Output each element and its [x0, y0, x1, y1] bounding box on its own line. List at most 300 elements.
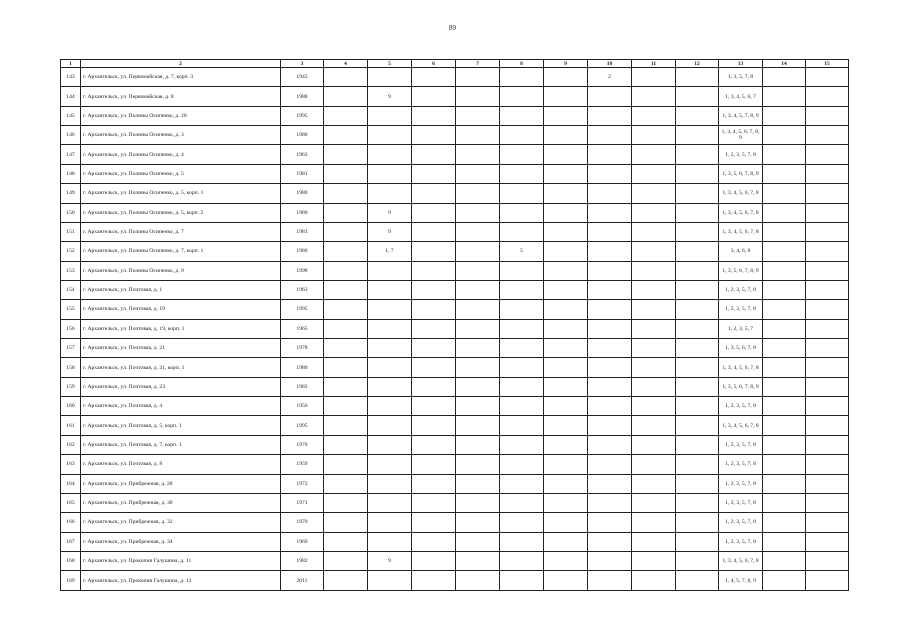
row-number-cell: 144: [61, 87, 81, 106]
address-cell: г. Архангельск, ул. Полины Осипенко, д. 7: [81, 222, 281, 241]
col14-cell: [763, 377, 806, 396]
table-row: [61, 397, 849, 416]
col4-cell: [324, 126, 368, 145]
col12-cell: [676, 377, 719, 396]
col15-cell: [806, 242, 849, 261]
col4-cell: [324, 493, 368, 512]
row-number-cell: 167: [61, 532, 81, 551]
col8-cell: [500, 68, 544, 87]
col7-cell: [456, 397, 500, 416]
col5-cell: [368, 358, 412, 377]
col9-cell: [544, 145, 588, 164]
col8-cell: [500, 222, 544, 241]
col7-cell: [456, 261, 500, 280]
col9-cell: [544, 532, 588, 551]
table-row: [61, 474, 849, 493]
col4-cell: [324, 164, 368, 183]
col11-cell: [632, 300, 676, 319]
address-cell: г. Архангельск, ул. Полины Осипенко, д. 20: [81, 106, 281, 125]
address-cell: г. Архангельск, ул. Полины Осипенко, д. 7, корп. 1: [81, 242, 281, 261]
col4-cell: [324, 222, 368, 241]
address-cell: г. Архангельск, ул. Прокопия Галушина, д. 12: [81, 571, 281, 590]
col10-cell: [588, 571, 632, 590]
col9-cell: [544, 261, 588, 280]
col11-cell: [632, 551, 676, 570]
col15-cell: [806, 203, 849, 222]
col5-cell: [368, 493, 412, 512]
column-header: 12: [676, 60, 719, 68]
col11-cell: [632, 532, 676, 551]
col11-cell: [632, 184, 676, 203]
col5-cell: [368, 106, 412, 125]
col10-cell: [588, 184, 632, 203]
table-row: [61, 184, 849, 203]
col7-cell: [456, 145, 500, 164]
col12-cell: [676, 145, 719, 164]
year-cell: 1970: [281, 513, 324, 532]
col15-cell: [806, 551, 849, 570]
year-cell: 1963: [281, 280, 324, 299]
table-row: [61, 145, 849, 164]
column-header: 7: [456, 60, 500, 68]
col7-cell: [456, 455, 500, 474]
col8-cell: [500, 571, 544, 590]
col4-cell: [324, 261, 368, 280]
col6-cell: [412, 397, 456, 416]
col14-cell: [763, 474, 806, 493]
housing-register-table: [60, 59, 849, 591]
col14-cell: [763, 397, 806, 416]
address-cell: г. Архангельск, ул. Полины Осипенко, д. 5, корп. 1: [81, 184, 281, 203]
col6-cell: [412, 106, 456, 125]
col5-cell: [368, 377, 412, 396]
col5-cell: [368, 280, 412, 299]
col5-cell: 9: [368, 551, 412, 570]
col9-cell: [544, 126, 588, 145]
col5-cell: [368, 339, 412, 358]
col4-cell: [324, 397, 368, 416]
col7-cell: [456, 474, 500, 493]
year-cell: 1998: [281, 261, 324, 280]
column-header: 6: [412, 60, 456, 68]
address-cell: г. Архангельск, ул. Прибрежная, д. 34: [81, 532, 281, 551]
col11-cell: [632, 106, 676, 125]
col9-cell: [544, 68, 588, 87]
col15-cell: [806, 416, 849, 435]
year-cell: 1956: [281, 397, 324, 416]
col15-cell: [806, 164, 849, 183]
year-cell: 1959: [281, 455, 324, 474]
col15-cell: [806, 280, 849, 299]
col15-cell: [806, 145, 849, 164]
col10-cell: [588, 493, 632, 512]
col12-cell: [676, 493, 719, 512]
col6-cell: [412, 551, 456, 570]
col5-cell: 9: [368, 222, 412, 241]
col14-cell: [763, 358, 806, 377]
year-cell: 1980: [281, 358, 324, 377]
address-cell: г. Архангельск, ул. Почтовая, д. 4: [81, 397, 281, 416]
col14-cell: [763, 164, 806, 183]
col7-cell: [456, 300, 500, 319]
col6-cell: [412, 377, 456, 396]
col14-cell: [763, 513, 806, 532]
col4-cell: [324, 242, 368, 261]
col7-cell: [456, 493, 500, 512]
col11-cell: [632, 126, 676, 145]
col15-cell: [806, 261, 849, 280]
year-cell: 1980: [281, 242, 324, 261]
col7-cell: [456, 358, 500, 377]
year-cell: 1995: [281, 416, 324, 435]
col10-cell: [588, 319, 632, 338]
col10-cell: [588, 106, 632, 125]
col7-cell: [456, 203, 500, 222]
col4-cell: [324, 571, 368, 590]
col10-cell: [588, 397, 632, 416]
year-cell: 1980: [281, 184, 324, 203]
col10-cell: [588, 513, 632, 532]
row-number-cell: 155: [61, 300, 81, 319]
col9-cell: [544, 493, 588, 512]
table-row: [61, 339, 849, 358]
table-row: [61, 280, 849, 299]
row-number-cell: 156: [61, 319, 81, 338]
col8-cell: [500, 261, 544, 280]
col6-cell: [412, 164, 456, 183]
col9-cell: [544, 339, 588, 358]
col9-cell: [544, 280, 588, 299]
col13-cell: 1, 2, 3, 5, 7, 8: [719, 280, 763, 299]
col6-cell: [412, 416, 456, 435]
col10-cell: [588, 261, 632, 280]
col13-cell: 3, 4, 6, 8: [719, 242, 763, 261]
col15-cell: [806, 358, 849, 377]
col8-cell: [500, 184, 544, 203]
col11-cell: [632, 203, 676, 222]
col12-cell: [676, 319, 719, 338]
col6-cell: [412, 184, 456, 203]
col12-cell: [676, 397, 719, 416]
col12-cell: [676, 261, 719, 280]
col14-cell: [763, 87, 806, 106]
column-header: 14: [763, 60, 806, 68]
col14-cell: [763, 184, 806, 203]
col5-cell: [368, 145, 412, 164]
col4-cell: [324, 68, 368, 87]
col5-cell: [368, 126, 412, 145]
col13-cell: 1, 3, 4, 5, 6, 7, 8: [719, 416, 763, 435]
col12-cell: [676, 339, 719, 358]
col14-cell: [763, 145, 806, 164]
row-number-cell: 149: [61, 184, 81, 203]
col5-cell: [368, 300, 412, 319]
col5-cell: [368, 571, 412, 590]
column-header: 10: [588, 60, 632, 68]
table-row: [61, 416, 849, 435]
col9-cell: [544, 455, 588, 474]
col7-cell: [456, 319, 500, 338]
col10-cell: [588, 435, 632, 454]
col7-cell: [456, 339, 500, 358]
year-cell: 1980: [281, 126, 324, 145]
address-cell: г. Архангельск, ул. Почтовая, д. 21, корп. 1: [81, 358, 281, 377]
col10-cell: [588, 358, 632, 377]
col6-cell: [412, 435, 456, 454]
col5-cell: [368, 184, 412, 203]
col5-cell: [368, 261, 412, 280]
address-cell: г. Архангельск, ул. Первомайская, д. 8: [81, 87, 281, 106]
col13-cell: 1, 3, 4, 5, 6, 7, 8: [719, 358, 763, 377]
col11-cell: [632, 513, 676, 532]
col11-cell: [632, 222, 676, 241]
col15-cell: [806, 126, 849, 145]
col4-cell: [324, 203, 368, 222]
col9-cell: [544, 571, 588, 590]
col4-cell: [324, 145, 368, 164]
col7-cell: [456, 164, 500, 183]
col13-cell: 1, 3, 4, 5, 6, 7, 8: [719, 551, 763, 570]
year-cell: 1963: [281, 145, 324, 164]
col5-cell: [368, 435, 412, 454]
col6-cell: [412, 513, 456, 532]
address-cell: г. Архангельск, ул. Прибрежная, д. 32: [81, 513, 281, 532]
col13-cell: 1, 3, 4, 5, 6, 7, 8: [719, 203, 763, 222]
col8-cell: [500, 416, 544, 435]
col6-cell: [412, 571, 456, 590]
col6-cell: [412, 493, 456, 512]
year-cell: 1972: [281, 474, 324, 493]
col8-cell: [500, 493, 544, 512]
col12-cell: [676, 455, 719, 474]
address-cell: г. Архангельск, ул. Прибрежная, д. 30: [81, 493, 281, 512]
col15-cell: [806, 222, 849, 241]
col7-cell: [456, 222, 500, 241]
table-row: [61, 319, 849, 338]
col8-cell: [500, 319, 544, 338]
col8-cell: [500, 339, 544, 358]
col7-cell: [456, 184, 500, 203]
col12-cell: [676, 106, 719, 125]
column-header: 13: [719, 60, 763, 68]
col5-cell: [368, 416, 412, 435]
col7-cell: [456, 87, 500, 106]
col13-cell: 1, 2, 3, 5, 7, 8: [719, 513, 763, 532]
column-header: 8: [500, 60, 544, 68]
col14-cell: [763, 435, 806, 454]
row-number-cell: 159: [61, 377, 81, 396]
col9-cell: [544, 397, 588, 416]
table-row: [61, 164, 849, 183]
col13-cell: 1, 2, 3, 5, 7, 8: [719, 145, 763, 164]
address-cell: г. Архангельск, ул. Полины Осипенко, д. 3: [81, 126, 281, 145]
col11-cell: [632, 280, 676, 299]
col12-cell: [676, 68, 719, 87]
col5-cell: [368, 68, 412, 87]
col5-cell: [368, 164, 412, 183]
row-number-cell: 166: [61, 513, 81, 532]
address-cell: г. Архангельск, ул. Прибрежная, д. 28: [81, 474, 281, 493]
table-row: [61, 513, 849, 532]
col9-cell: [544, 319, 588, 338]
col11-cell: [632, 435, 676, 454]
col15-cell: [806, 319, 849, 338]
col11-cell: [632, 397, 676, 416]
col4-cell: [324, 455, 368, 474]
col4-cell: [324, 87, 368, 106]
col13-cell: 1, 3, 4, 5, 7, 8, 9: [719, 106, 763, 125]
col8-cell: [500, 474, 544, 493]
col9-cell: [544, 203, 588, 222]
col6-cell: [412, 145, 456, 164]
col10-cell: [588, 474, 632, 493]
col10-cell: [588, 339, 632, 358]
col12-cell: [676, 184, 719, 203]
table-row: [61, 300, 849, 319]
col13-cell: 1, 2, 3, 5, 7, 8: [719, 474, 763, 493]
col7-cell: [456, 106, 500, 125]
col13-cell: 1, 2, 3, 5, 7, 8: [719, 435, 763, 454]
address-cell: г. Архангельск, ул. Почтовая, д. 1: [81, 280, 281, 299]
col8-cell: [500, 435, 544, 454]
year-cell: 1969: [281, 532, 324, 551]
col9-cell: [544, 377, 588, 396]
address-cell: г. Архангельск, ул. Прокопия Галушина, д. 11: [81, 551, 281, 570]
col13-cell: 1, 2, 3, 5, 7: [719, 319, 763, 338]
col5-cell: [368, 474, 412, 493]
col11-cell: [632, 377, 676, 396]
col11-cell: [632, 474, 676, 493]
col8-cell: [500, 280, 544, 299]
year-cell: 1970: [281, 435, 324, 454]
col14-cell: [763, 300, 806, 319]
col10-cell: [588, 126, 632, 145]
row-number-cell: 143: [61, 68, 81, 87]
col12-cell: [676, 242, 719, 261]
column-header: 5: [368, 60, 412, 68]
col15-cell: [806, 339, 849, 358]
col14-cell: [763, 416, 806, 435]
col11-cell: [632, 87, 676, 106]
col10-cell: 2: [588, 68, 632, 87]
address-cell: г. Архангельск, ул. Почтовая, д. 23: [81, 377, 281, 396]
col15-cell: [806, 532, 849, 551]
col9-cell: [544, 242, 588, 261]
table-row: [61, 203, 849, 222]
col9-cell: [544, 184, 588, 203]
col15-cell: [806, 68, 849, 87]
col7-cell: [456, 280, 500, 299]
col13-cell: 1, 2, 3, 5, 7, 8: [719, 455, 763, 474]
table-row: [61, 222, 849, 241]
col6-cell: [412, 455, 456, 474]
col10-cell: [588, 416, 632, 435]
address-cell: г. Архангельск, ул. Полины Осипенко, д. 4: [81, 145, 281, 164]
year-cell: 1943: [281, 68, 324, 87]
col11-cell: [632, 571, 676, 590]
address-cell: г. Архангельск, ул. Почтовая, д. 7, корп. 1: [81, 435, 281, 454]
col13-cell: 1, 3, 4, 5, 6, 7: [719, 87, 763, 106]
col13-cell: 1, 2, 3, 5, 7, 8: [719, 532, 763, 551]
col6-cell: [412, 261, 456, 280]
table-row: [61, 68, 849, 87]
year-cell: 1981: [281, 164, 324, 183]
address-cell: г. Архангельск, ул. Почтовая, д. 8: [81, 455, 281, 474]
col13-cell: 1, 3, 5, 6, 7, 8: [719, 339, 763, 358]
col10-cell: [588, 222, 632, 241]
col7-cell: [456, 551, 500, 570]
address-cell: г. Архангельск, ул. Первомайская, д. 7, корп. 3: [81, 68, 281, 87]
col8-cell: 5: [500, 242, 544, 261]
col5-cell: [368, 532, 412, 551]
row-number-cell: 147: [61, 145, 81, 164]
col10-cell: [588, 377, 632, 396]
col10-cell: [588, 551, 632, 570]
col13-cell: 1, 3, 5, 6, 7, 8, 9: [719, 164, 763, 183]
col12-cell: [676, 474, 719, 493]
col10-cell: [588, 203, 632, 222]
col12-cell: [676, 435, 719, 454]
col6-cell: [412, 68, 456, 87]
year-cell: 1995: [281, 106, 324, 125]
col13-cell: 1, 3, 5, 7, 8: [719, 68, 763, 87]
col10-cell: [588, 280, 632, 299]
col4-cell: [324, 106, 368, 125]
col11-cell: [632, 164, 676, 183]
col6-cell: [412, 532, 456, 551]
col15-cell: [806, 106, 849, 125]
col8-cell: [500, 126, 544, 145]
table-row: [61, 106, 849, 125]
table-row: [61, 377, 849, 396]
year-cell: 1980: [281, 203, 324, 222]
col12-cell: [676, 416, 719, 435]
register-body: [61, 68, 849, 591]
col8-cell: [500, 300, 544, 319]
col13-cell: 1, 3, 5, 6, 7, 8, 9: [719, 377, 763, 396]
table-row: [61, 261, 849, 280]
col11-cell: [632, 68, 676, 87]
col12-cell: [676, 551, 719, 570]
col8-cell: [500, 377, 544, 396]
col4-cell: [324, 319, 368, 338]
col10-cell: [588, 532, 632, 551]
col9-cell: [544, 416, 588, 435]
col13-cell: 1, 2, 3, 5, 7, 8: [719, 397, 763, 416]
col10-cell: [588, 242, 632, 261]
col4-cell: [324, 474, 368, 493]
col11-cell: [632, 145, 676, 164]
col12-cell: [676, 164, 719, 183]
table-row: [61, 532, 849, 551]
table-row: [61, 571, 849, 590]
col13-cell: 1, 2, 3, 5, 7, 8: [719, 493, 763, 512]
col11-cell: [632, 339, 676, 358]
column-header: 15: [806, 60, 849, 68]
year-cell: 1971: [281, 493, 324, 512]
col8-cell: [500, 203, 544, 222]
col5-cell: [368, 319, 412, 338]
col4-cell: [324, 513, 368, 532]
row-number-cell: 163: [61, 455, 81, 474]
col5-cell: [368, 513, 412, 532]
col13-cell: 1, 3, 4, 5, 6, 7, 8: [719, 222, 763, 241]
address-cell: г. Архангельск, ул. Почтовая, д. 5, корп. 1: [81, 416, 281, 435]
col15-cell: [806, 184, 849, 203]
col11-cell: [632, 319, 676, 338]
col14-cell: [763, 319, 806, 338]
col10-cell: [588, 87, 632, 106]
